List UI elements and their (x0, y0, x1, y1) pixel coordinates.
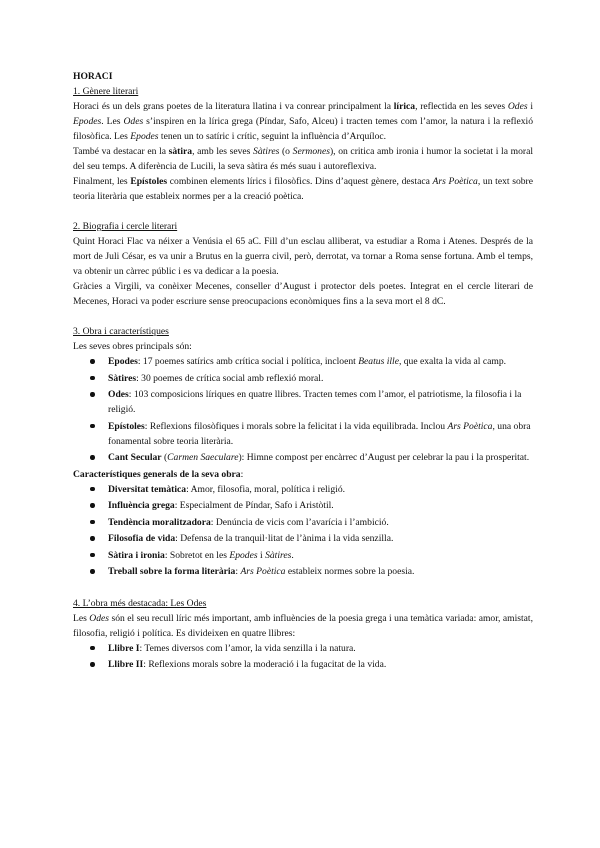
list-item (108, 531, 533, 546)
bullet-icon (90, 646, 95, 651)
italic-text: Epodes (130, 131, 159, 142)
bullet-icon (90, 359, 95, 364)
bold-text: Llibre I (108, 642, 140, 654)
list-item-text: Tendència moralitzadora: Denúncia de vicis com l’avarícia i l’ambició. (108, 516, 389, 528)
list-item-text: Cant Secular (Carmen Saeculare): Himne compost per encàrrec d’August per celebrar la pau i la prosperitat. (108, 452, 530, 463)
bold-text: Odes (108, 389, 129, 400)
italic-text: Odes (123, 116, 144, 127)
subheading (73, 467, 533, 482)
bold-text: lírica (393, 101, 416, 112)
list-item-text: Sàtira i ironia: Sobretot en les Epodes i Sàtires. (108, 549, 294, 561)
list-item-text: Diversitat temàtica: Amor, filosofia, moral, política i religió. (108, 483, 346, 495)
italic-text: Sàtires (265, 549, 292, 561)
section-heading-genere: 1. Gènere literari (73, 86, 139, 97)
list-item (108, 450, 533, 465)
bullet-icon (90, 424, 95, 429)
list-item (108, 548, 533, 563)
bullet-icon (90, 569, 95, 574)
bold-text: Cant Secular (108, 452, 162, 463)
bullet-icon (90, 455, 95, 460)
paragraph: També va destacar en la sàtira, amb les seves Sàtires (o Sermones), on critica amb ironia i humor la societat i la moral del seu temps. A diferència de Lucili, la seva sàtira és més suau i autoreflexiva. (73, 146, 533, 172)
bullet-icon (90, 536, 95, 541)
bullet-icon (90, 376, 95, 381)
paragraph: Horaci és un dels grans poetes de la literatura llatina i va conrear principalment la lírica, reflectida en les seves Odes i Epodes. Les Odes s’inspiren en la lírica grega (Píndar, Safo, Alceu) i tracten temes com l’amor, la natura i la reflexió filosòfica. Les Epodes tenen un to satíric i crític, seguint la influència d’Arquíloc. (73, 101, 533, 142)
document-title: HORACI (73, 71, 113, 82)
bold-text: Epístoles (108, 420, 145, 432)
bold-text: Epodes (108, 356, 138, 367)
paragraph: Quint Horaci Flac va néixer a Venúsia el 65 aC. Fill d’un esclau alliberat, va estudiar a Roma i Atenes. Després de la mort de Juli César, es va unir a Brutus en la guerra civil, però, derrotat, va tornar a Roma sense fortuna. Amb el temps, va obtenir un càrrec públic i es va dedicar a la poesia. (73, 236, 533, 277)
bold-text: Diversitat temàtica (108, 483, 187, 495)
bold-text: Tendència moralitzadora (108, 516, 211, 528)
list-item (108, 387, 533, 417)
bullet-icon (90, 662, 95, 667)
paragraph: Les Odes són el seu recull líric més important, amb influències de la poesia grega i una temàtica variada: amor, amistat, filosofia, religió i política. Es divideixen en quatre llibres: (73, 612, 533, 639)
section-intro: Les seves obres principals són: (73, 341, 192, 352)
list-item (108, 371, 533, 386)
list-item (108, 354, 533, 369)
bold-text: Epístoles (130, 176, 168, 187)
spacer (73, 309, 533, 324)
bold-text: Sàtira i ironia (108, 549, 165, 561)
bullet-icon (90, 520, 95, 525)
paragraph: Gràcies a Virgili, va conèixer Mecenes, conseller d’August i protector dels poetes. Integrat en el cercle literari de Mecenes, Horaci va poder escriure sense preocupacions econòmiques fins a la seva mort el 8 dC. (73, 281, 533, 307)
bullet-icon (90, 487, 95, 492)
list-item-text: Odes: 103 composicions líriques en quatre llibres. Tracten temes com l’amor, el patriotisme, la filosofia i la religió. (108, 389, 522, 415)
list-item-text: Treball sobre la forma literària: Ars Poètica estableix normes sobre la poesia. (108, 566, 415, 577)
section-heading-biografia: 2. Biografia i cercle literari (73, 221, 178, 232)
list-item-text: Llibre I: Temes diversos com l’amor, la vida senzilla i la natura. (108, 642, 356, 654)
italic-text: Epodes (229, 549, 258, 561)
paragraph: Finalment, les Epístoles combinen elements lírics i filosòfics. Dins d’aquest gènere, destaca Ars Poètica, un text sobre teoria literària que estableix normes per a la creació poètica. (73, 176, 533, 202)
list-item-text: Sàtires: 30 poemes de crítica social amb reflexió moral. (108, 372, 324, 384)
list-item-text: Epístoles: Reflexions filosòfiques i morals sobre la felicitat i la vida equilibrada. Inclou Ars Poètica, una obra fonamental sobre teoria literària. (108, 420, 531, 447)
list-item (108, 657, 533, 672)
works-list (73, 354, 533, 465)
italic-text: Epodes (73, 116, 102, 127)
list-item-text: Influència grega: Especialment de Píndar, Safo i Aristòtil. (108, 500, 334, 511)
bullet-icon (90, 503, 95, 508)
italic-text: Beatus ille (358, 356, 399, 367)
list-item-text: Llibre II: Reflexions morals sobre la moderació i la fugacitat de la vida. (108, 659, 387, 670)
section-heading-odes: 4. L’obra més destacada: Les Odes (73, 597, 207, 609)
italic-text: Sermones (292, 146, 330, 157)
list-item (108, 515, 533, 530)
italic-text: Odes (89, 612, 110, 624)
bold-text: Influència grega (108, 500, 175, 511)
bold-text: Llibre II (108, 659, 144, 670)
italic-text: Odes (507, 101, 528, 112)
subheading-colon: : (240, 468, 244, 480)
list-item (108, 641, 533, 656)
list-item (108, 498, 533, 513)
document-content (73, 69, 533, 674)
bold-text: Filosofia de vida (108, 533, 176, 544)
books-list (73, 641, 533, 673)
italic-text: Sàtires (253, 146, 280, 157)
list-item-text: Epodes: 17 poemes satírics amb crítica social i política, incloent Beatus ille, que exalta la vida al camp. (108, 356, 507, 367)
bold-text: Sàtires (108, 372, 137, 384)
spacer (73, 204, 533, 219)
characteristics-list (73, 482, 533, 580)
italic-text: Ars Poètica (432, 176, 478, 187)
italic-text: Ars Poètica (240, 566, 286, 577)
list-item (108, 564, 533, 579)
subheading-text: Característiques generals de la seva obra (73, 468, 241, 480)
italic-text: Ars Poètica (447, 420, 493, 432)
section-heading-obra: 3. Obra i característiques (73, 326, 169, 337)
list-item (108, 482, 533, 497)
bullet-icon (90, 392, 95, 397)
bold-text: sàtira (168, 146, 193, 157)
bold-text: Treball sobre la forma literària (108, 566, 236, 577)
list-item (108, 419, 533, 449)
bullet-icon (90, 553, 95, 558)
list-item-text: Filosofia de vida: Defensa de la tranquil·litat de l’ànima i la vida senzilla. (108, 533, 394, 544)
italic-text: Carmen Saeculare (167, 452, 239, 463)
spacer (73, 581, 533, 596)
